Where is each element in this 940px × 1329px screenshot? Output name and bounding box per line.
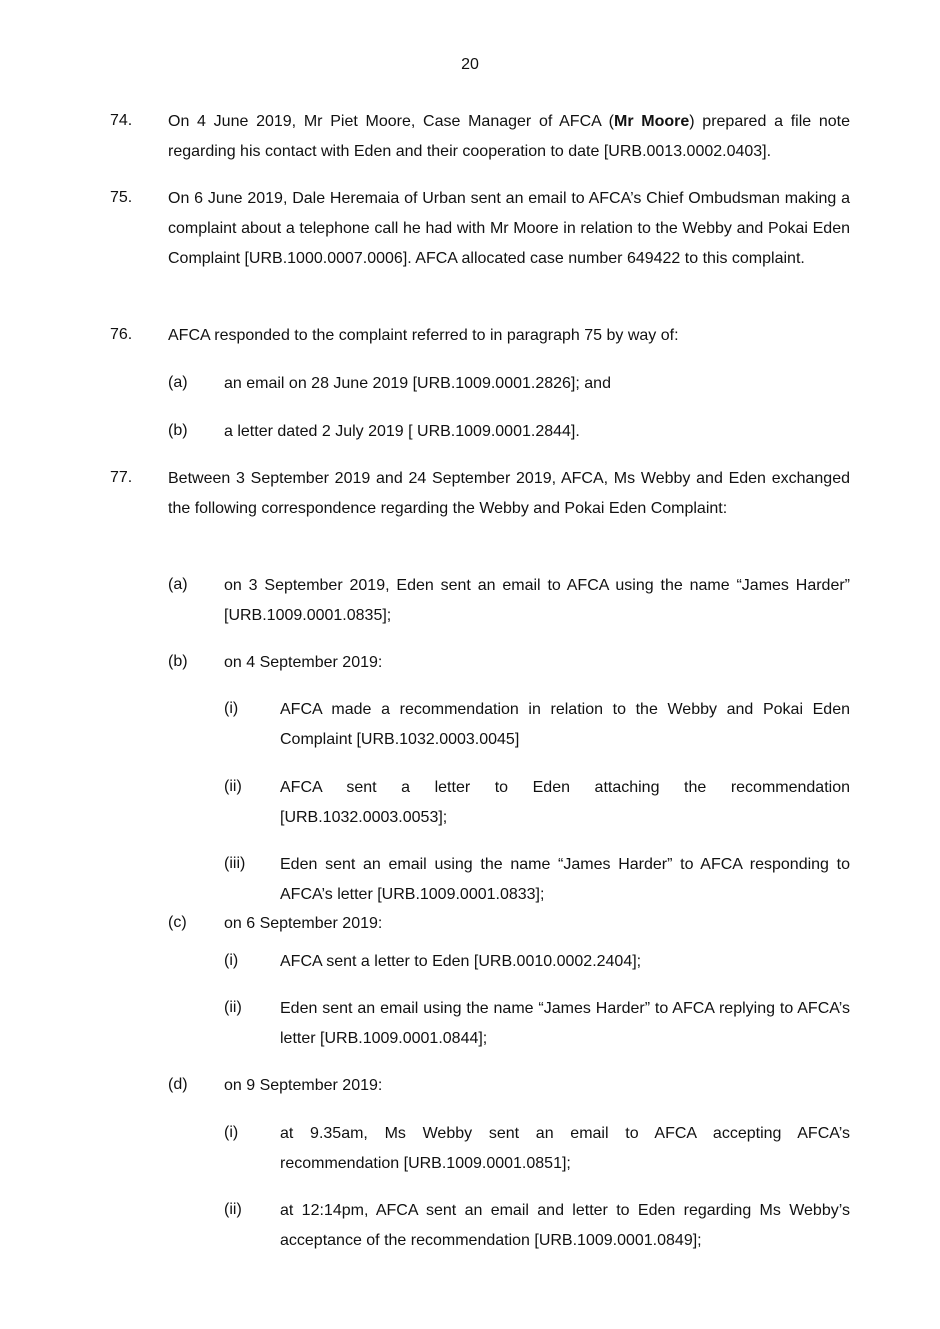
subitem-text: Eden sent an email using the name “James Harder” to AFCA responding to AFCA’s letter [URB.1009.0001.0833];: [280, 856, 850, 903]
subitem-label: (ii): [224, 778, 242, 795]
paragraph-number: 77.: [110, 469, 133, 486]
item-label: (a): [168, 374, 188, 391]
paragraph-number: 75.: [110, 189, 133, 206]
subitem-text: AFCA sent a letter to Eden attaching the recommendation [URB.1032.0003.0053];: [280, 779, 850, 826]
paragraph-75-text: On 6 June 2019, Dale Heremaia of Urban sent an email to AFCA’s Chief Ombudsman making a complaint about a telephone call he had with Mr Moore in relation to the Webby and Pokai Eden Complaint [URB.1000.0007.0006]. AFCA allocated case number 649422 to this complaint.: [168, 190, 850, 267]
defined-term: Mr Moore: [613, 113, 690, 130]
subitem-text: at 9.35am, Ms Webby sent an email to AFCA accepting AFCA’s recommendation [URB.1009.0001.0851];: [280, 1125, 850, 1172]
subitem-text: AFCA made a recommendation in relation to the Webby and Pokai Eden Complaint [URB.1032.0003.0045]: [280, 701, 850, 748]
item-text: on 6 September 2019:: [224, 915, 383, 932]
item-text: on 3 September 2019, Eden sent an email to AFCA using the name “James Harder” [URB.1009.0001.0835];: [224, 577, 850, 624]
paragraph-number: 74.: [110, 112, 133, 129]
page-number: 20: [461, 56, 479, 73]
paragraph-77-text: Between 3 September 2019 and 24 September 2019, AFCA, Ms Webby and Eden exchanged the following correspondence regarding the Webby and Pokai Eden Complaint:: [168, 470, 850, 517]
subitem-label: (i): [224, 952, 239, 969]
paragraph-74-line-1: On 4 June 2019, Mr Piet Moore, Case Manager of AFCA (Mr Moore) prepared a file note: [168, 113, 851, 130]
subitem-label: (ii): [224, 999, 242, 1016]
item-label: (a): [168, 576, 188, 593]
item-label: (b): [168, 422, 188, 439]
subitem-label: (ii): [224, 1201, 242, 1218]
item-label: (c): [168, 914, 187, 931]
item-text: an email on 28 June 2019 [URB.1009.0001.2826]; and: [224, 375, 611, 392]
subitem-label: (i): [224, 700, 239, 717]
paragraph-76-text: AFCA responded to the complaint referred to in paragraph 75 by way of:: [168, 327, 679, 344]
subitem-label: (i): [224, 1124, 239, 1141]
item-text: a letter dated 2 July 2019 [ URB.1009.0001.2844].: [224, 423, 580, 440]
item-text: on 9 September 2019:: [224, 1077, 383, 1094]
subitem-text: Eden sent an email using the name “James Harder” to AFCA replying to AFCA’s letter [URB.1009.0001.0844];: [280, 1000, 850, 1047]
subitem-text: AFCA sent a letter to Eden [URB.0010.0002.2404];: [280, 953, 642, 970]
item-text: on 4 September 2019:: [224, 654, 383, 671]
item-label: (d): [168, 1076, 188, 1093]
subitem-text: at 12:14pm, AFCA sent an email and letter to Eden regarding Ms Webby’s acceptance of the recommendation [URB.1009.0001.0849];: [280, 1202, 850, 1249]
paragraph-74-line-2: regarding his contact with Eden and their cooperation to date [URB.0013.0002.0403].: [168, 143, 772, 160]
item-label: (b): [168, 653, 188, 670]
subitem-label: (iii): [224, 855, 246, 872]
paragraph-number: 76.: [110, 326, 133, 343]
